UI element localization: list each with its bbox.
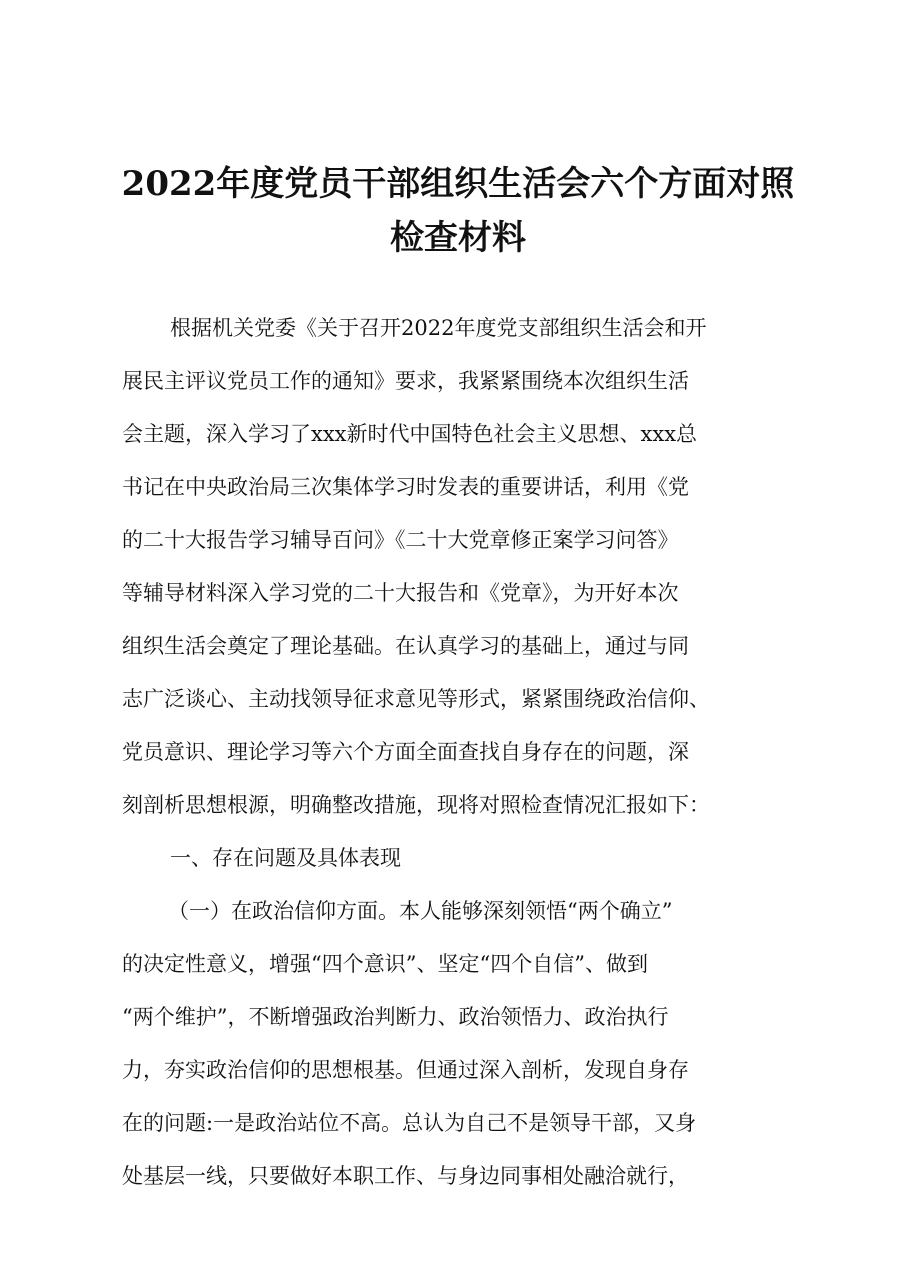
body-line: 书记在中央政治局三次集体学习时发表的重要讲话，利用《党 [122, 475, 689, 499]
body-line: 展民主评议党员工作的通知》要求，我紧紧围绕本次组织生活 [122, 369, 689, 393]
body-line: 会主题，深入学习了xxx新时代中国特色社会主义思想、xxx总 [122, 422, 698, 446]
document-title-line-2: 检查材料 [390, 218, 526, 258]
body-line: 的决定性意义，增强“四个意识”、坚定“四个自信”、做到 [122, 952, 648, 976]
body-line: 力，夯实政治信仰的思想根基。但通过深入剖析，发现自身存 [122, 1058, 689, 1082]
body-line: 处基层一线，只要做好本职工作、与身边同事相处融洽就行， [122, 1164, 689, 1188]
body-line: 刻剖析思想根源，明确整改措施，现将对照检查情况汇报如下： [122, 793, 710, 817]
body-line: “两个维护”，不断增强政治判断力、政治领悟力、政治执行 [122, 1005, 669, 1029]
body-line: 等辅导材料深入学习党的二十大报告和《党章》，为开好本次 [122, 581, 679, 605]
subsection-first-line: （一）在政治信仰方面。本人能够深刻领悟“两个确立” [168, 899, 673, 923]
body-line: 志广泛谈心、主动找领导征求意见等形式，紧紧围绕政治信仰、 [122, 687, 710, 711]
section-heading: 一、存在问题及具体表现 [170, 846, 401, 870]
body-line: 的二十大报告学习辅导百问》《二十大党章修正案学习问答》 [122, 528, 679, 552]
document-title-line-1: 2022年度党员干部组织生活会六个方面对照 [121, 164, 795, 204]
body-line: 根据机关党委《关于召开2022年度党支部组织生活会和开 [170, 316, 707, 340]
body-line: 党员意识、理论学习等六个方面全面查找自身存在的问题，深 [122, 740, 689, 764]
body-line: 在的问题:一是政治站位不高。总认为自己不是领导干部，又身 [122, 1111, 697, 1135]
body-line: 组织生活会奠定了理论基础。在认真学习的基础上，通过与同 [122, 634, 689, 658]
